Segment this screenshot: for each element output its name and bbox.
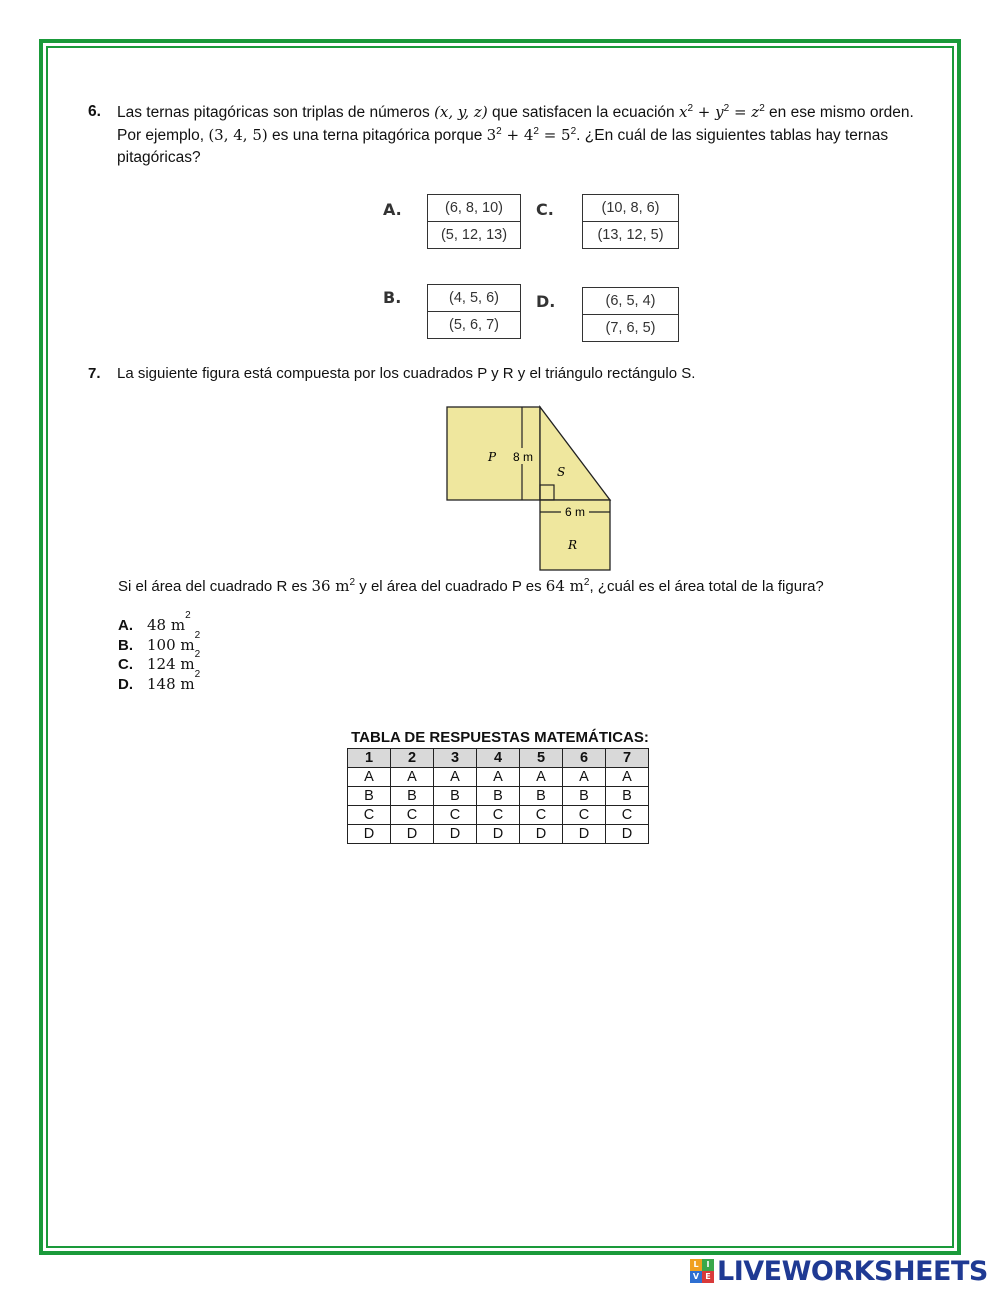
answer-cell[interactable]: A — [391, 768, 434, 787]
table-row — [348, 768, 649, 787]
answer-cell[interactable]: C — [606, 806, 649, 825]
label-s: S — [557, 465, 566, 479]
question-number: 7. — [88, 365, 101, 382]
question-6 — [88, 101, 938, 169]
table-row — [348, 825, 649, 844]
option-d-table — [582, 287, 679, 342]
answer-cell[interactable]: C — [477, 806, 520, 825]
table-row — [348, 806, 649, 825]
question-number: 6. — [88, 103, 101, 120]
answer-cell[interactable]: B — [563, 787, 606, 806]
answer-cell[interactable]: A — [520, 768, 563, 787]
answer-cell[interactable]: D — [606, 825, 649, 844]
question-7 — [88, 365, 938, 382]
label-r: R — [568, 538, 578, 552]
answer-cell[interactable]: B — [348, 787, 391, 806]
option-c-row: (13, 12, 5) — [583, 221, 678, 248]
label-p: P — [488, 450, 497, 464]
answer-table-header: 1 2 3 4 5 6 7 — [348, 749, 649, 768]
option-b-row: (4, 5, 6) — [449, 290, 499, 306]
option-c-row: (10, 8, 6) — [601, 200, 660, 216]
answer-cell[interactable]: A — [477, 768, 520, 787]
table-row — [348, 787, 649, 806]
answer-cell[interactable]: C — [520, 806, 563, 825]
option-c-table — [582, 194, 679, 249]
option-d-row: (6, 5, 4) — [605, 293, 656, 309]
answer-cell[interactable]: A — [606, 768, 649, 787]
answer-cell[interactable]: D — [520, 825, 563, 844]
option-b-row: (5, 6, 7) — [428, 311, 520, 338]
answer-cell[interactable]: A — [563, 768, 606, 787]
composite-figure — [440, 400, 620, 576]
option-a-row: (6, 8, 10) — [444, 200, 504, 216]
answer-cell[interactable]: C — [563, 806, 606, 825]
liveworksheets-logo-icon: L I V E — [690, 1259, 714, 1283]
triangle-s — [540, 407, 610, 500]
answer-option-b[interactable]: B. 100 m 2 — [118, 629, 201, 654]
label-6m: 6 m — [564, 505, 586, 519]
answer-table — [347, 748, 649, 844]
answer-cell[interactable]: B — [477, 787, 520, 806]
option-a-table — [427, 194, 521, 249]
answer-table-title: TABLA DE RESPUESTAS MATEMÁTICAS: — [351, 729, 649, 746]
answer-cell[interactable]: B — [391, 787, 434, 806]
answer-cell[interactable]: A — [434, 768, 477, 787]
answer-options — [118, 610, 201, 694]
option-a-letter: A. — [383, 200, 402, 219]
answer-cell[interactable]: A — [348, 768, 391, 787]
answer-option-c[interactable]: C. 124 m 2 — [118, 649, 201, 673]
answer-cell[interactable]: D — [563, 825, 606, 844]
option-a-row: (5, 12, 13) — [428, 221, 520, 248]
option-c-letter: C. — [536, 200, 554, 219]
option-d-letter: D. — [536, 292, 556, 311]
answer-cell[interactable]: B — [434, 787, 477, 806]
answer-cell[interactable]: D — [434, 825, 477, 844]
answer-option-d[interactable]: D. 148 m 2 — [118, 668, 201, 693]
area-question: Si el área del cuadrado R es 36 $m^2$ y el área del cuadrado P es 64 $m^2$, ¿cuál es el área total de la figura? — [118, 577, 824, 595]
answer-cell[interactable]: C — [391, 806, 434, 825]
answer-cell[interactable]: C — [434, 806, 477, 825]
option-d-row: (7, 6, 5) — [583, 314, 678, 341]
liveworksheets-logo — [690, 1254, 988, 1288]
answer-cell[interactable]: B — [520, 787, 563, 806]
answer-cell[interactable]: B — [606, 787, 649, 806]
answer-cell[interactable]: D — [348, 825, 391, 844]
answer-cell[interactable]: C — [348, 806, 391, 825]
answer-cell[interactable]: D — [391, 825, 434, 844]
label-8m: 8 m — [512, 450, 534, 464]
question-text: La siguiente figura está compuesta por los cuadrados P y R y el triángulo rectángulo S. — [117, 365, 696, 382]
option-b-table — [427, 284, 521, 339]
answer-option-a[interactable]: A. 48 m 2 — [118, 610, 191, 634]
brand-name: LIVEWORKSHEETS — [717, 1255, 988, 1287]
question-text: Las ternas pitagóricas son triplas de números (x, y, z) que satisfacen la ecuación $x^2 + y^2 = z^2$ en ese mismo orden. Por ejemplo, (3, 4, 5) es una terna pitagórica porque $3^2 + 4^2 = 5^2$. ¿En cuál de las siguientes tablas hay ternas pitagóricas? — [117, 102, 914, 166]
answer-cell[interactable]: D — [477, 825, 520, 844]
option-b-letter: B. — [383, 288, 402, 307]
